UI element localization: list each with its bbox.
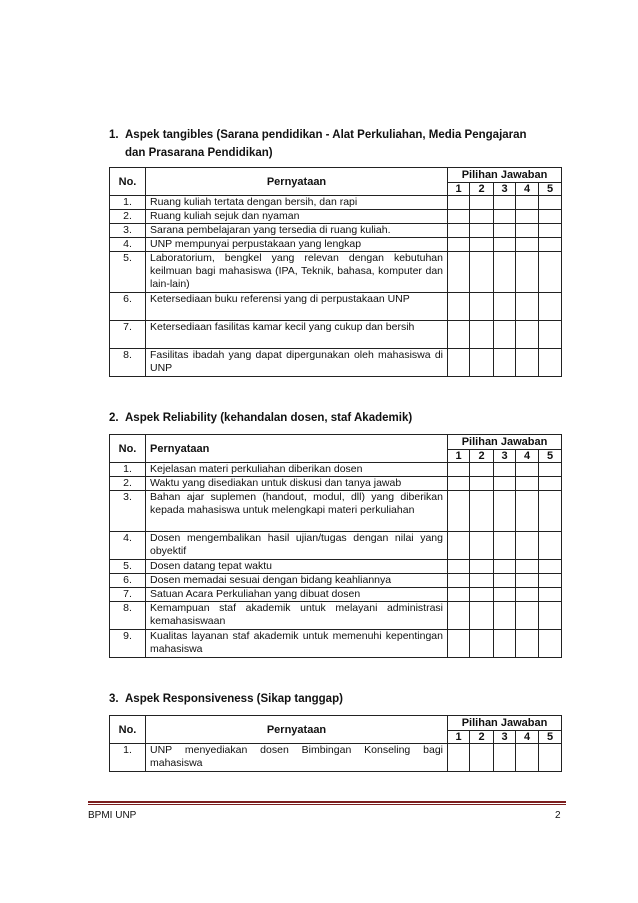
answer-cell-2[interactable]	[470, 532, 494, 560]
header-no: No.	[110, 168, 146, 196]
answer-cell-1[interactable]	[448, 252, 470, 293]
answer-cell-2[interactable]	[470, 588, 494, 602]
questionnaire-table-2	[109, 434, 562, 658]
row-number: 4.	[110, 532, 146, 560]
answer-cell-5[interactable]	[539, 238, 562, 252]
answer-cell-2[interactable]	[470, 210, 494, 224]
answer-cell-1[interactable]	[448, 463, 470, 477]
answer-cell-4[interactable]	[516, 491, 539, 532]
row-statement: Ruang kuliah sejuk dan nyaman	[146, 210, 448, 224]
answer-cell-4[interactable]	[516, 321, 539, 349]
scale-3: 3	[494, 183, 516, 196]
row-number: 1.	[110, 196, 146, 210]
answer-cell-4[interactable]	[516, 744, 539, 772]
row-number: 7.	[110, 321, 146, 349]
table-row	[110, 491, 562, 532]
answer-cell-1[interactable]	[448, 630, 470, 658]
row-number: 3.	[110, 491, 146, 532]
answer-cell-1[interactable]	[448, 321, 470, 349]
answer-cell-4[interactable]	[516, 293, 539, 321]
answer-cell-2[interactable]	[470, 744, 494, 772]
answer-cell-3[interactable]	[494, 744, 516, 772]
header-statement: Pernyataan	[146, 716, 448, 744]
answer-cell-3[interactable]	[494, 630, 516, 658]
row-statement: Satuan Acara Perkuliahan yang dibuat dosen	[146, 588, 448, 602]
answer-cell-5[interactable]	[539, 602, 562, 630]
scale-4: 4	[516, 183, 539, 196]
answer-cell-4[interactable]	[516, 477, 539, 491]
answer-cell-1[interactable]	[448, 744, 470, 772]
header-choice: Pilihan Jawaban	[448, 716, 562, 731]
table-row	[110, 560, 562, 574]
answer-cell-1[interactable]	[448, 477, 470, 491]
table-row	[110, 588, 562, 602]
table-row	[110, 463, 562, 477]
row-number: 6.	[110, 293, 146, 321]
answer-cell-1[interactable]	[448, 602, 470, 630]
section-number: 1.	[109, 129, 119, 141]
row-statement: Kualitas layanan staf akademik untuk memenuhi kepentingan mahasiswa	[146, 630, 448, 658]
row-statement: Waktu yang disediakan untuk diskusi dan tanya jawab	[146, 477, 448, 491]
answer-cell-2[interactable]	[470, 293, 494, 321]
row-statement: Fasilitas ibadah yang dapat dipergunakan oleh mahasiswa di UNP	[146, 349, 448, 377]
answer-cell-5[interactable]	[539, 532, 562, 560]
answer-cell-2[interactable]	[470, 491, 494, 532]
answer-cell-1[interactable]	[448, 574, 470, 588]
section-3-title	[109, 692, 343, 707]
answer-cell-4[interactable]	[516, 574, 539, 588]
answer-cell-3[interactable]	[494, 477, 516, 491]
row-number: 5.	[110, 252, 146, 293]
footer-rule	[88, 801, 566, 803]
table-row	[110, 196, 562, 210]
row-statement: Ketersediaan fasilitas kamar kecil yang cukup dan bersih	[146, 321, 448, 349]
answer-cell-2[interactable]	[470, 224, 494, 238]
row-statement: Sarana pembelajaran yang tersedia di ruang kuliah.	[146, 224, 448, 238]
answer-cell-4[interactable]	[516, 349, 539, 377]
answer-cell-4[interactable]	[516, 238, 539, 252]
answer-cell-4[interactable]	[516, 252, 539, 293]
table-row	[110, 224, 562, 238]
table-row	[110, 349, 562, 377]
scale-3: 3	[494, 731, 516, 744]
answer-cell-1[interactable]	[448, 293, 470, 321]
answer-cell-3[interactable]	[494, 293, 516, 321]
answer-cell-3[interactable]	[494, 349, 516, 377]
header-statement: Pernyataan	[146, 435, 448, 463]
answer-cell-2[interactable]	[470, 602, 494, 630]
table-row	[110, 630, 562, 658]
row-number: 4.	[110, 238, 146, 252]
section-1-title	[109, 128, 527, 143]
answer-cell-5[interactable]	[539, 588, 562, 602]
answer-cell-3[interactable]	[494, 602, 516, 630]
answer-cell-5[interactable]	[539, 744, 562, 772]
answer-cell-4[interactable]	[516, 630, 539, 658]
answer-cell-4[interactable]	[516, 196, 539, 210]
row-number: 7.	[110, 588, 146, 602]
answer-cell-5[interactable]	[539, 196, 562, 210]
table-row	[110, 321, 562, 349]
answer-cell-3[interactable]	[494, 560, 516, 574]
answer-cell-1[interactable]	[448, 588, 470, 602]
answer-cell-1[interactable]	[448, 238, 470, 252]
table-row	[110, 293, 562, 321]
answer-cell-5[interactable]	[539, 574, 562, 588]
row-statement: UNP mempunyai perpustakaan yang lengkap	[146, 238, 448, 252]
table-row	[110, 252, 562, 293]
answer-cell-1[interactable]	[448, 196, 470, 210]
section-number: 2.	[109, 412, 119, 424]
scale-2: 2	[470, 731, 494, 744]
answer-cell-3[interactable]	[494, 238, 516, 252]
row-number: 1.	[110, 463, 146, 477]
row-statement: Laboratorium, bengkel yang relevan dengan kebutuhan keilmuan bagi mahasiswa (IPA, Teknik, bahasa, komputer dan lain-lain)	[146, 252, 448, 293]
answer-cell-3[interactable]	[494, 252, 516, 293]
answer-cell-2[interactable]	[470, 477, 494, 491]
row-statement: Dosen memadai sesuai dengan bidang keahliannya	[146, 574, 448, 588]
answer-cell-3[interactable]	[494, 574, 516, 588]
answer-cell-4[interactable]	[516, 532, 539, 560]
answer-cell-3[interactable]	[494, 463, 516, 477]
answer-cell-1[interactable]	[448, 224, 470, 238]
table-row	[110, 602, 562, 630]
scale-3: 3	[494, 450, 516, 463]
answer-cell-5[interactable]	[539, 224, 562, 238]
answer-cell-5[interactable]	[539, 463, 562, 477]
row-statement: Dosen datang tepat waktu	[146, 560, 448, 574]
answer-cell-1[interactable]	[448, 349, 470, 377]
answer-cell-3[interactable]	[494, 321, 516, 349]
row-statement: Bahan ajar suplemen (handout, modul, dll) yang diberikan kepada mahasiswa untuk melengkapi materi perkuliahan	[146, 491, 448, 532]
answer-cell-4[interactable]	[516, 210, 539, 224]
table-row	[110, 744, 562, 772]
row-statement: UNP menyediakan dosen Bimbingan Konseling bagi mahasiswa	[146, 744, 448, 772]
section-2-title	[109, 411, 412, 426]
answer-cell-1[interactable]	[448, 532, 470, 560]
answer-cell-5[interactable]	[539, 477, 562, 491]
row-statement: Ruang kuliah tertata dengan bersih, dan rapi	[146, 196, 448, 210]
row-statement: Dosen mengembalikan hasil ujian/tugas dengan nilai yang obyektif	[146, 532, 448, 560]
answer-cell-4[interactable]	[516, 224, 539, 238]
questionnaire-table-1	[109, 167, 562, 377]
header-statement: Pernyataan	[146, 168, 448, 196]
answer-cell-1[interactable]	[448, 210, 470, 224]
section-title-text: Aspek tangibles (Sarana pendidikan - Alat Perkuliahan, Media Pengajaran	[125, 129, 527, 141]
answer-cell-2[interactable]	[470, 252, 494, 293]
row-number: 3.	[110, 224, 146, 238]
row-number: 5.	[110, 560, 146, 574]
answer-cell-3[interactable]	[494, 532, 516, 560]
table-row	[110, 574, 562, 588]
answer-cell-5[interactable]	[539, 321, 562, 349]
table-row	[110, 238, 562, 252]
answer-cell-2[interactable]	[470, 574, 494, 588]
row-number: 8.	[110, 602, 146, 630]
answer-cell-2[interactable]	[470, 349, 494, 377]
scale-1: 1	[448, 450, 470, 463]
answer-cell-3[interactable]	[494, 224, 516, 238]
answer-cell-5[interactable]	[539, 210, 562, 224]
section-1-title-cont: dan Prasarana Pendidikan)	[125, 147, 273, 159]
scale-1: 1	[448, 183, 470, 196]
answer-cell-2[interactable]	[470, 321, 494, 349]
scale-5: 5	[539, 183, 562, 196]
scale-5: 5	[539, 450, 562, 463]
answer-cell-5[interactable]	[539, 560, 562, 574]
answer-cell-4[interactable]	[516, 588, 539, 602]
scale-4: 4	[516, 731, 539, 744]
row-number: 2.	[110, 210, 146, 224]
scale-1: 1	[448, 731, 470, 744]
answer-cell-4[interactable]	[516, 602, 539, 630]
answer-cell-3[interactable]	[494, 588, 516, 602]
answer-cell-5[interactable]	[539, 252, 562, 293]
header-no: No.	[110, 716, 146, 744]
table-row	[110, 477, 562, 491]
section-title-text: Aspek Reliability (kehandalan dosen, staf Akademik)	[125, 412, 413, 424]
row-statement: Ketersediaan buku referensi yang di perpustakaan UNP	[146, 293, 448, 321]
answer-cell-2[interactable]	[470, 196, 494, 210]
answer-cell-5[interactable]	[539, 349, 562, 377]
row-number: 2.	[110, 477, 146, 491]
footer-org: BPMI UNP	[88, 810, 137, 821]
section-number: 3.	[109, 693, 119, 705]
scale-2: 2	[470, 183, 494, 196]
answer-cell-1[interactable]	[448, 560, 470, 574]
header-no: No.	[110, 435, 146, 463]
scale-2: 2	[470, 450, 494, 463]
answer-cell-5[interactable]	[539, 293, 562, 321]
header-choice: Pilihan Jawaban	[448, 435, 562, 450]
table-row	[110, 210, 562, 224]
answer-cell-5[interactable]	[539, 491, 562, 532]
row-statement: Kemampuan staf akademik untuk melayani administrasi kemahasiswaan	[146, 602, 448, 630]
answer-cell-3[interactable]	[494, 491, 516, 532]
answer-cell-5[interactable]	[539, 630, 562, 658]
answer-cell-1[interactable]	[448, 491, 470, 532]
answer-cell-2[interactable]	[470, 630, 494, 658]
questionnaire-table-3	[109, 715, 562, 772]
row-statement: Kejelasan materi perkuliahan diberikan dosen	[146, 463, 448, 477]
page-number: 2	[555, 810, 561, 821]
footer-rule-thin	[88, 804, 566, 805]
answer-cell-4[interactable]	[516, 463, 539, 477]
answer-cell-2[interactable]	[470, 238, 494, 252]
row-number: 9.	[110, 630, 146, 658]
answer-cell-4[interactable]	[516, 560, 539, 574]
answer-cell-2[interactable]	[470, 560, 494, 574]
answer-cell-2[interactable]	[470, 463, 494, 477]
table-row	[110, 532, 562, 560]
row-number: 6.	[110, 574, 146, 588]
answer-cell-3[interactable]	[494, 196, 516, 210]
scale-4: 4	[516, 450, 539, 463]
header-choice: Pilihan Jawaban	[448, 168, 562, 183]
scale-5: 5	[539, 731, 562, 744]
section-title-text: Aspek Responsiveness (Sikap tanggap)	[125, 693, 343, 705]
row-number: 8.	[110, 349, 146, 377]
answer-cell-3[interactable]	[494, 210, 516, 224]
row-number: 1.	[110, 744, 146, 772]
